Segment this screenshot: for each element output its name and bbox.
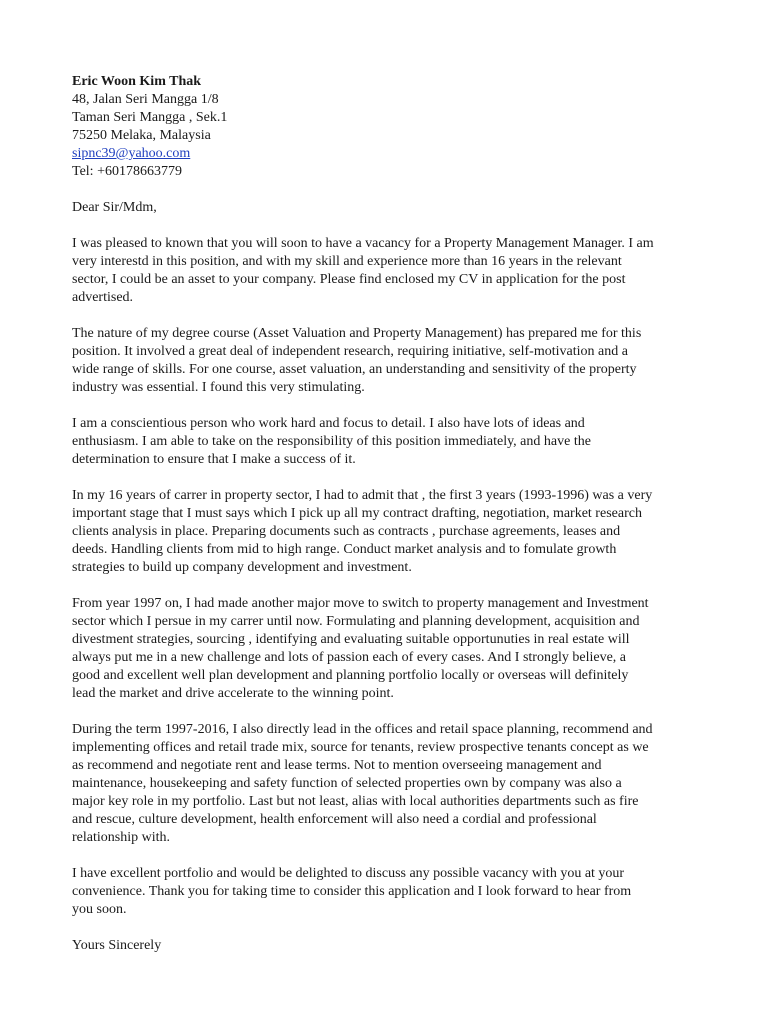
paragraph-line: The nature of my degree course (Asset Valuation and Property Management) has prepared me for this — [72, 326, 642, 341]
paragraph-line: convenience. Thank you for taking time to consider this application and I look forward to hear from — [72, 884, 632, 899]
body-paragraph — [72, 487, 704, 577]
paragraph-line: lead the market and drive accelerate to the winning point. — [72, 686, 394, 701]
paragraph-line: implementing offices and retail trade mix, source for tenants, review prospective tenants concept as we — [72, 740, 649, 755]
paragraph-line: strategies to build up company development and investment. — [72, 560, 412, 575]
paragraph-line: enthusiasm. I am able to take on the responsibility of this position immediately, and have the — [72, 434, 591, 449]
body-paragraph — [72, 721, 704, 847]
paragraph-line: I have excellent portfolio and would be delighted to discuss any possible vacancy with you at your — [72, 866, 625, 881]
paragraph-line: wide range of skills. For one course, asset valuation, an understanding and sensitivity of the property — [72, 362, 637, 377]
paragraph-line: good and excellent well plan development and planning portfolio locally or overseas will definitely — [72, 668, 629, 683]
paragraph-line: position. It involved a great deal of independent research, requiring initiative, self-motivation and a — [72, 344, 628, 359]
paragraph-line: determination to ensure that I make a success of it. — [72, 452, 356, 467]
paragraph-line: as recommend and negotiate rent and lease terms. Not to mention overseeing management and — [72, 758, 602, 773]
closing: Yours Sincerely — [72, 938, 162, 953]
sender-address-line-3: 75250 Melaka, Malaysia — [72, 128, 211, 143]
body-paragraph — [72, 415, 704, 469]
paragraph-line: industry was essential. I found this very stimulating. — [72, 380, 365, 395]
letter-body — [72, 235, 704, 919]
salutation: Dear Sir/Mdm, — [72, 200, 157, 215]
paragraph-line: divestment strategies, sourcing , identifying and evaluating suitable opportunuties in real estate will — [72, 632, 630, 647]
paragraph-line: you soon. — [72, 902, 127, 917]
paragraph-line: maintenance, housekeeping and safety function of selected properties own by company was also a — [72, 776, 622, 791]
sender-email-link[interactable]: sipnc39@yahoo.com — [72, 146, 191, 161]
paragraph-line: important stage that I must says which I pick up all my contract drafting, negotiation, market research — [72, 506, 642, 521]
paragraph-line: advertised. — [72, 290, 134, 305]
paragraph-line: always put me in a new challenge and lots of passion each of every cases. And I strongly believe, a — [72, 650, 626, 665]
cover-letter — [72, 73, 704, 955]
paragraph-line: During the term 1997-2016, I also directly lead in the offices and retail space planning, recommend and — [72, 722, 653, 737]
body-paragraph — [72, 325, 704, 397]
paragraph-line: From year 1997 on, I had made another major move to switch to property management and Investment — [72, 596, 649, 611]
paragraph-line: sector, I could be an asset to your company. Please find enclosed my CV in application for the post — [72, 272, 626, 287]
paragraph-line: sector which I persue in my carrer until now. Formulating and planning development, acquisition and — [72, 614, 640, 629]
paragraph-line: very interestd in this position, and with my skill and experience more than 16 years in the relevant — [72, 254, 622, 269]
sender-name: Eric Woon Kim Thak — [72, 74, 202, 89]
paragraph-line: relationship with. — [72, 830, 170, 845]
paragraph-line: In my 16 years of carrer in property sector, I had to admit that , the first 3 years (1993-1996) was a very — [72, 488, 653, 503]
sender-block — [72, 73, 704, 181]
paragraph-line: I was pleased to known that you will soon to have a vacancy for a Property Management Manager. I am — [72, 236, 654, 251]
paragraph-line: and rescue, culture development, health enforcement will also need a cordial and professional — [72, 812, 597, 827]
paragraph-line: I am a conscientious person who work hard and focus to detail. I also have lots of ideas and — [72, 416, 585, 431]
body-paragraph — [72, 235, 704, 307]
sender-phone: Tel: +60178663779 — [72, 164, 182, 179]
paragraph-line: clients analysis in place. Preparing documents such as contracts , purchase agreements, leases and — [72, 524, 621, 539]
sender-address-line-2: Taman Seri Mangga , Sek.1 — [72, 110, 228, 125]
body-paragraph — [72, 865, 704, 919]
paragraph-line: deeds. Handling clients from mid to high range. Conduct market analysis and to fomulate growth — [72, 542, 617, 557]
paragraph-line: major key role in my portfolio. Last but not least, alias with local authorities departments such as fire — [72, 794, 639, 809]
sender-address-line-1: 48, Jalan Seri Mangga 1/8 — [72, 92, 219, 107]
body-paragraph — [72, 595, 704, 703]
